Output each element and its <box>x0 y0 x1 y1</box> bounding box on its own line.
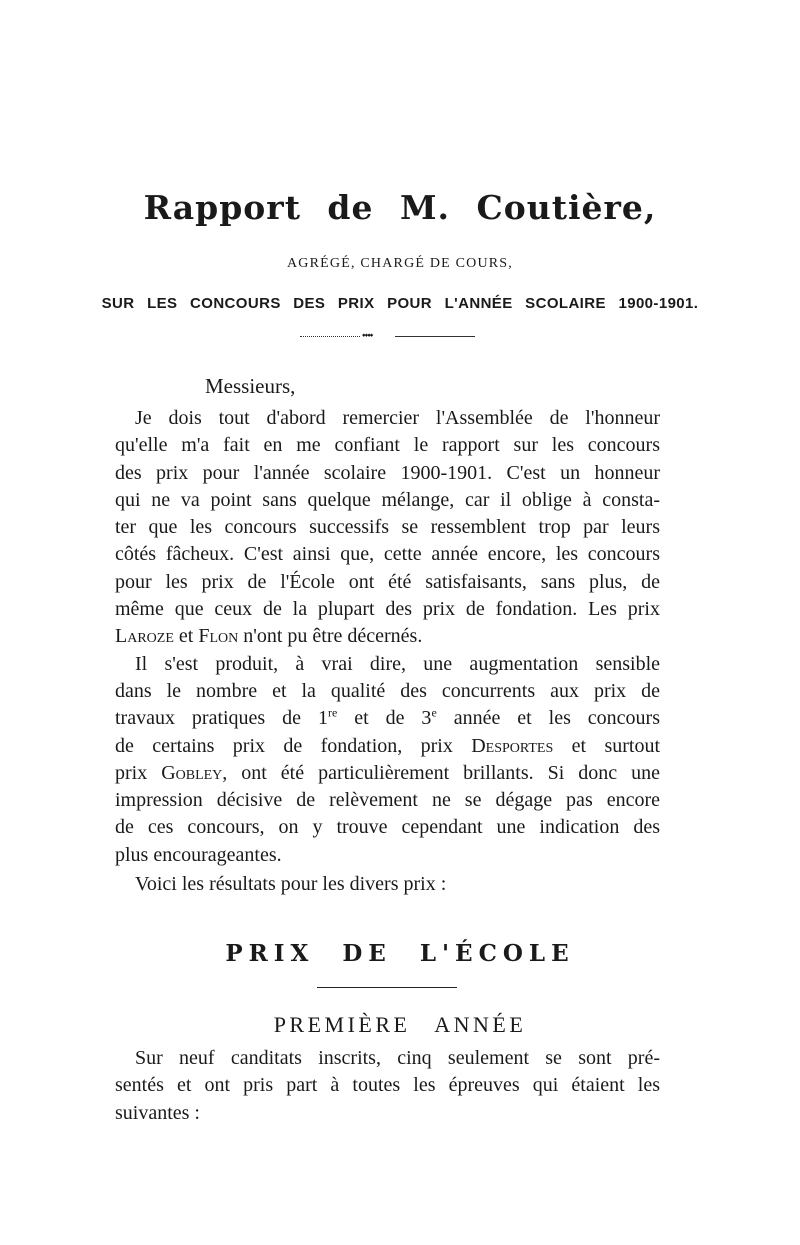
text-line: Il s'est produit, à vrai dire, une augmentation sensible <box>135 652 660 675</box>
text-line <box>115 705 660 732</box>
text-fragment: et de 3 <box>337 707 432 730</box>
ornament-knot: ⬩⬩⬩⬩ <box>362 330 373 341</box>
text-fragment: , ont été particulièrement brillants. Si donc une <box>222 761 660 784</box>
paragraph-3 <box>115 1045 660 1127</box>
text-line: plus encourageantes. <box>115 843 282 866</box>
report-title: Rapport de M. Coutière, <box>143 188 657 227</box>
subsection-title: PREMIÈRE ANNÉE <box>273 1012 527 1037</box>
text-fragment: année et les concours <box>436 707 660 730</box>
ornament-divider <box>300 330 475 341</box>
prize-name-laroze: Laroze <box>115 625 174 648</box>
prize-name-gobley: Gobley <box>161 761 223 784</box>
text-line: même que ceux de la plupart des prix de fondation. Les prix <box>115 598 660 621</box>
text-line <box>115 760 660 787</box>
section-rule <box>317 987 457 988</box>
text-line: qu'elle m'a fait en me confiant le rapport sur les concours <box>115 434 660 457</box>
text-line: ter que les concours successifs se ressemblent trop par leurs <box>115 516 660 539</box>
text-fragment: et <box>173 625 199 648</box>
text-line: des prix pour l'année scolaire 1900-1901. C'est un honneur <box>115 461 660 484</box>
text-line: suivantes : <box>115 1101 200 1124</box>
results-intro: Voici les résultats pour les divers prix : <box>135 873 447 895</box>
report-subject: SUR LES CONCOURS DES PRIX POUR L'ANNÉE SCOLAIRE 1900-1901. <box>101 295 699 312</box>
text-fragment: et surtout <box>553 734 660 757</box>
text-line: pour les prix de l'École ont été satisfaisants, sans plus, de <box>115 570 660 593</box>
text-line: côtés fâcheux. C'est ainsi que, cette année encore, les concours <box>115 543 660 566</box>
text-line: Sur neuf canditats inscrits, cinq seulement se sont pré- <box>135 1047 660 1069</box>
ornament-line-left <box>300 336 360 337</box>
text-line: sentés et ont pris part à toutes les épreuves qui étaient les <box>115 1074 660 1097</box>
text-line: de ces concours, on y trouve cependant une indication des <box>115 816 660 839</box>
text-line: Je dois tout d'abord remercier l'Assemblée de l'honneur <box>135 407 660 429</box>
text-fragment: travaux pratiques de 1 <box>115 707 328 730</box>
superscript: re <box>327 705 338 720</box>
ornament-line-right <box>395 336 475 337</box>
text-fragment: n'ont pu être décernés. <box>238 625 423 648</box>
salutation: Messieurs, <box>205 374 296 398</box>
text-line: impression décisive de relèvement ne se dégage pas encore <box>115 789 660 812</box>
text-fragment: de certains prix de fondation, prix <box>115 734 472 757</box>
prize-name-desportes: Desportes <box>471 734 554 757</box>
text-line <box>115 623 660 650</box>
author-rank: AGRÉGÉ, CHARGÉ DE COURS, <box>287 256 513 271</box>
text-line <box>115 733 660 760</box>
section-title: PRIX DE L'ÉCOLE <box>225 940 575 967</box>
paragraph-1 <box>115 405 660 869</box>
superscript: e <box>431 705 437 720</box>
text-fragment: prix <box>115 761 162 784</box>
prize-name-flon: Flon <box>198 625 239 648</box>
text-line: qui ne va point sans quelque mélange, car il oblige à consta- <box>115 488 660 511</box>
text-line: dans le nombre et la qualité des concurrents aux prix de <box>115 679 660 702</box>
